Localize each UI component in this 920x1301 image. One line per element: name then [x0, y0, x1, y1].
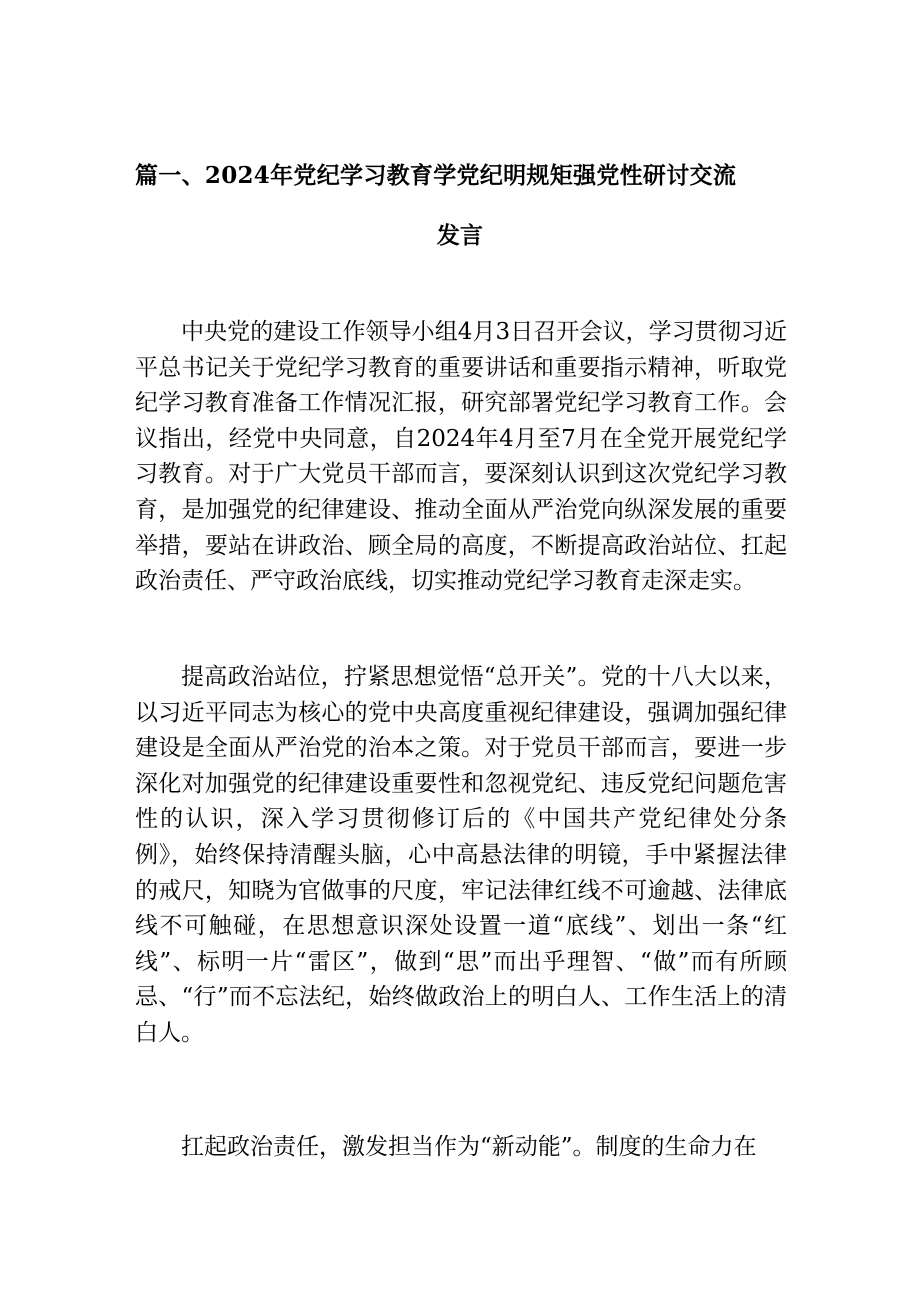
paragraph-text: 提高政治站位，拧紧思想觉悟“总开关”。党的十八大以来，以习近平同志为核心的党中央高度重视纪律建设，强调加强纪律建设是全面从严治党的治本之策。对于党员干部而言，要进一步深化对加强党的纪律建设重要性和忽视党纪、违反党纪问题危害性的认识，深入学习贯彻修订后的《中国共产党纪律处分条例》，始终保持清醒头脑，心中高悬法律的明镜，手中紧握法律的戒尺，知晓为官做事的尺度，牢记法律红线不可逾越、法律底线不可触碰，在思想意识深处设置一道“底线”、划出一条“红线”、标明一片“雷区”，做到“思”而出乎理智、“做”而有所顾忌、“行”而不忘法纪，始终做政治上的明白人、工作生活上的清白人。 [135, 664, 787, 1046]
paragraph-text: 中央党的建设工作领导小组4月3日召开会议，学习贯彻习近平总书记关于党纪学习教育的重要讲话和重要指示精神，听取党纪学习教育准备工作情况汇报，研究部署党纪学习教育工作。会议指出，经党中央同意，自2024年4月至7月在全党开展党纪学习教育。对于广大党员干部而言，要深刻认识到这次党纪学习教育，是加强党的纪律建设、推动全面从严治党向纵深发展的重要举措，要站在讲政治、顾全局的高度，不断提高政治站位、扛起政治责任、严守政治底线，切实推动党纪学习教育走深走实。 [135, 319, 787, 595]
paragraph-text: 扛起政治责任，激发担当作为“新动能”。制度的生命力在 [181, 1134, 757, 1160]
paragraph-3 [135, 1130, 787, 1166]
paragraph-2 [135, 660, 787, 1052]
paragraph-1 [135, 315, 787, 600]
document-title-line-1: 篇一、2024年党纪学习教育学党纪明规矩强党性研讨交流 [135, 162, 737, 189]
document-title-line-2: 发言 [436, 222, 484, 249]
